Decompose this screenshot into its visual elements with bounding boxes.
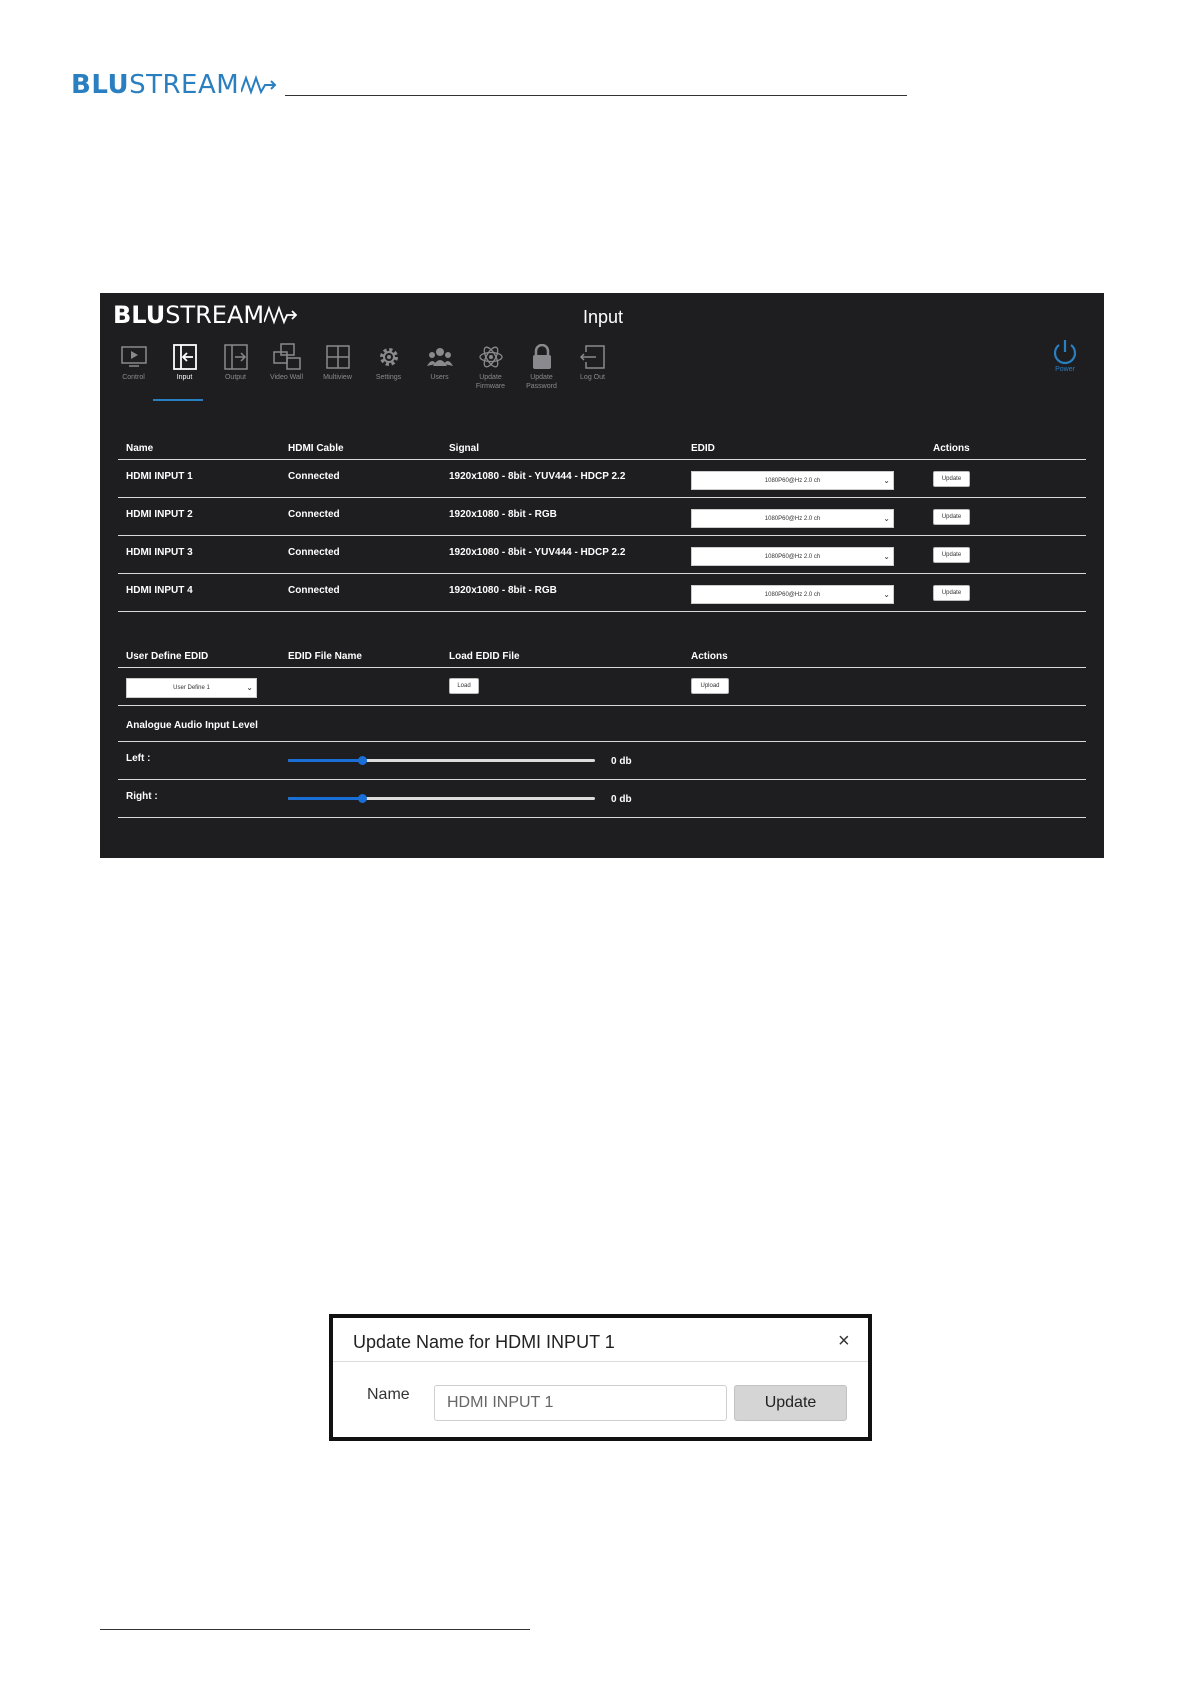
nav-control[interactable] xyxy=(108,343,159,391)
table-row xyxy=(118,668,1086,706)
app-logo-bold: BLU xyxy=(113,301,166,329)
header-load: Load EDID File xyxy=(449,651,520,662)
nav-label: Settings xyxy=(375,374,402,381)
active-tab-indicator xyxy=(153,399,203,401)
brand-logo-light: STREAM xyxy=(129,70,240,100)
table-row xyxy=(118,460,1086,498)
update-name-dialog xyxy=(329,1314,872,1441)
table-header xyxy=(118,704,1086,742)
header-actions: Actions xyxy=(933,443,970,454)
output-arrow-icon xyxy=(224,344,248,370)
edid-select[interactable]: 1080P60@Hz 2.0 ch ⌄ xyxy=(691,471,894,490)
power-button[interactable] xyxy=(1045,338,1085,373)
nav-label: Input xyxy=(176,374,193,381)
cable-status: Connected xyxy=(288,509,340,520)
video-wall-icon xyxy=(273,343,301,371)
chevron-down-icon: ⌄ xyxy=(883,476,890,485)
header-actions: Actions xyxy=(691,651,728,662)
input-name[interactable]: HDMI INPUT 2 xyxy=(126,509,193,520)
gear-icon xyxy=(377,345,401,369)
signal-info: 1920x1080 - 8bit - YUV444 - HDCP 2.2 xyxy=(449,547,626,558)
lock-icon xyxy=(531,344,553,370)
table-header xyxy=(118,431,1086,460)
audio-row-right xyxy=(118,780,1086,818)
signal-info: 1920x1080 - 8bit - RGB xyxy=(449,585,557,596)
slider-handle[interactable] xyxy=(358,794,367,803)
left-value: 0 db xyxy=(611,756,632,767)
nav-log-out[interactable] xyxy=(567,343,618,391)
slider-fill xyxy=(288,797,362,800)
chevron-down-icon: ⌄ xyxy=(883,590,890,599)
table-row xyxy=(118,498,1086,536)
nav-video-wall[interactable] xyxy=(261,343,312,391)
header-name: Name xyxy=(126,443,154,454)
input-name[interactable]: HDMI INPUT 4 xyxy=(126,585,193,596)
header-user-define: User Define EDID xyxy=(126,651,209,662)
nav-label: Users xyxy=(430,374,449,381)
chevron-down-icon: ⌄ xyxy=(883,514,890,523)
nav-label: Output xyxy=(224,374,246,381)
close-icon[interactable]: × xyxy=(838,1330,850,1352)
wave-arrow-icon xyxy=(241,74,277,96)
nav-label: Video Wall xyxy=(269,374,304,381)
nav-label: Update Password xyxy=(526,374,557,390)
dialog-title: Update Name for HDMI INPUT 1 xyxy=(353,1332,615,1352)
table-header xyxy=(118,639,1086,668)
cable-status: Connected xyxy=(288,471,340,482)
edid-select[interactable]: 1080P60@Hz 2.0 ch ⌄ xyxy=(691,509,894,528)
power-icon xyxy=(1052,338,1078,366)
nav-input[interactable] xyxy=(159,343,210,391)
slider-handle[interactable] xyxy=(358,756,367,765)
cable-status: Connected xyxy=(288,547,340,558)
update-button[interactable]: Update xyxy=(933,471,970,487)
nav-label: Log Out xyxy=(580,374,605,381)
nav-settings[interactable] xyxy=(363,343,414,391)
nav-bar xyxy=(108,343,618,391)
header-edid: EDID xyxy=(691,443,715,454)
chevron-down-icon: ⌄ xyxy=(883,552,890,561)
slider-fill xyxy=(288,759,362,762)
left-level-slider[interactable] xyxy=(288,759,595,762)
edid-select[interactable]: 1080P60@Hz 2.0 ch ⌄ xyxy=(691,547,894,566)
monitor-play-icon xyxy=(121,345,147,369)
right-value: 0 db xyxy=(611,794,632,805)
name-label: Name xyxy=(367,1386,410,1403)
logout-icon xyxy=(580,344,606,370)
nav-multiview[interactable] xyxy=(312,343,363,391)
page-title: Input xyxy=(582,307,624,327)
grid-icon xyxy=(326,345,350,369)
update-button[interactable]: Update xyxy=(933,585,970,601)
header-signal: Signal xyxy=(449,443,480,454)
app-screenshot xyxy=(100,293,1104,858)
brand-logo xyxy=(71,70,277,100)
table-row xyxy=(118,574,1086,612)
nav-label: Update Firmware xyxy=(475,374,506,390)
header-divider xyxy=(285,95,907,96)
left-label: Left : xyxy=(126,753,151,764)
input-name[interactable]: HDMI INPUT 3 xyxy=(126,547,193,558)
cable-status: Connected xyxy=(288,585,340,596)
right-level-slider[interactable] xyxy=(288,797,595,800)
dialog-divider xyxy=(333,1361,868,1362)
upload-button[interactable]: Upload xyxy=(691,678,729,694)
nav-output[interactable] xyxy=(210,343,261,391)
name-input[interactable] xyxy=(434,1385,727,1421)
header-cable: HDMI Cable xyxy=(288,443,344,454)
atom-icon xyxy=(478,344,504,370)
nav-label: Control xyxy=(122,374,145,381)
load-button[interactable]: Load xyxy=(449,678,479,694)
input-arrow-icon xyxy=(173,344,197,370)
audio-row-left xyxy=(118,742,1086,780)
update-button[interactable]: Update xyxy=(734,1385,847,1421)
nav-users[interactable] xyxy=(414,343,465,391)
edid-table xyxy=(118,639,1086,706)
table-row xyxy=(118,536,1086,574)
signal-info: 1920x1080 - 8bit - YUV444 - HDCP 2.2 xyxy=(449,471,626,482)
users-icon xyxy=(427,346,453,368)
brand-logo-bold: BLU xyxy=(71,70,130,100)
user-define-select[interactable]: User Define 1 ⌄ xyxy=(126,678,257,698)
audio-table xyxy=(118,704,1086,818)
nav-label: Multiview xyxy=(323,374,352,381)
nav-update-firmware[interactable] xyxy=(465,343,516,391)
app-logo-light: STREAM xyxy=(165,301,265,329)
update-button[interactable]: Update xyxy=(933,509,970,525)
input-name[interactable]: HDMI INPUT 1 xyxy=(126,471,193,482)
power-label: Power xyxy=(1055,366,1075,373)
audio-title: Analogue Audio Input Level xyxy=(126,720,258,731)
header-file-name: EDID File Name xyxy=(288,651,362,662)
signal-info: 1920x1080 - 8bit - RGB xyxy=(449,509,557,520)
right-label: Right : xyxy=(126,791,158,802)
footer-divider xyxy=(100,1629,530,1630)
update-button[interactable]: Update xyxy=(933,547,970,563)
edid-select[interactable]: 1080P60@Hz 2.0 ch ⌄ xyxy=(691,585,894,604)
nav-update-password[interactable] xyxy=(516,343,567,391)
chevron-down-icon: ⌄ xyxy=(246,683,253,692)
inputs-table xyxy=(118,431,1086,612)
